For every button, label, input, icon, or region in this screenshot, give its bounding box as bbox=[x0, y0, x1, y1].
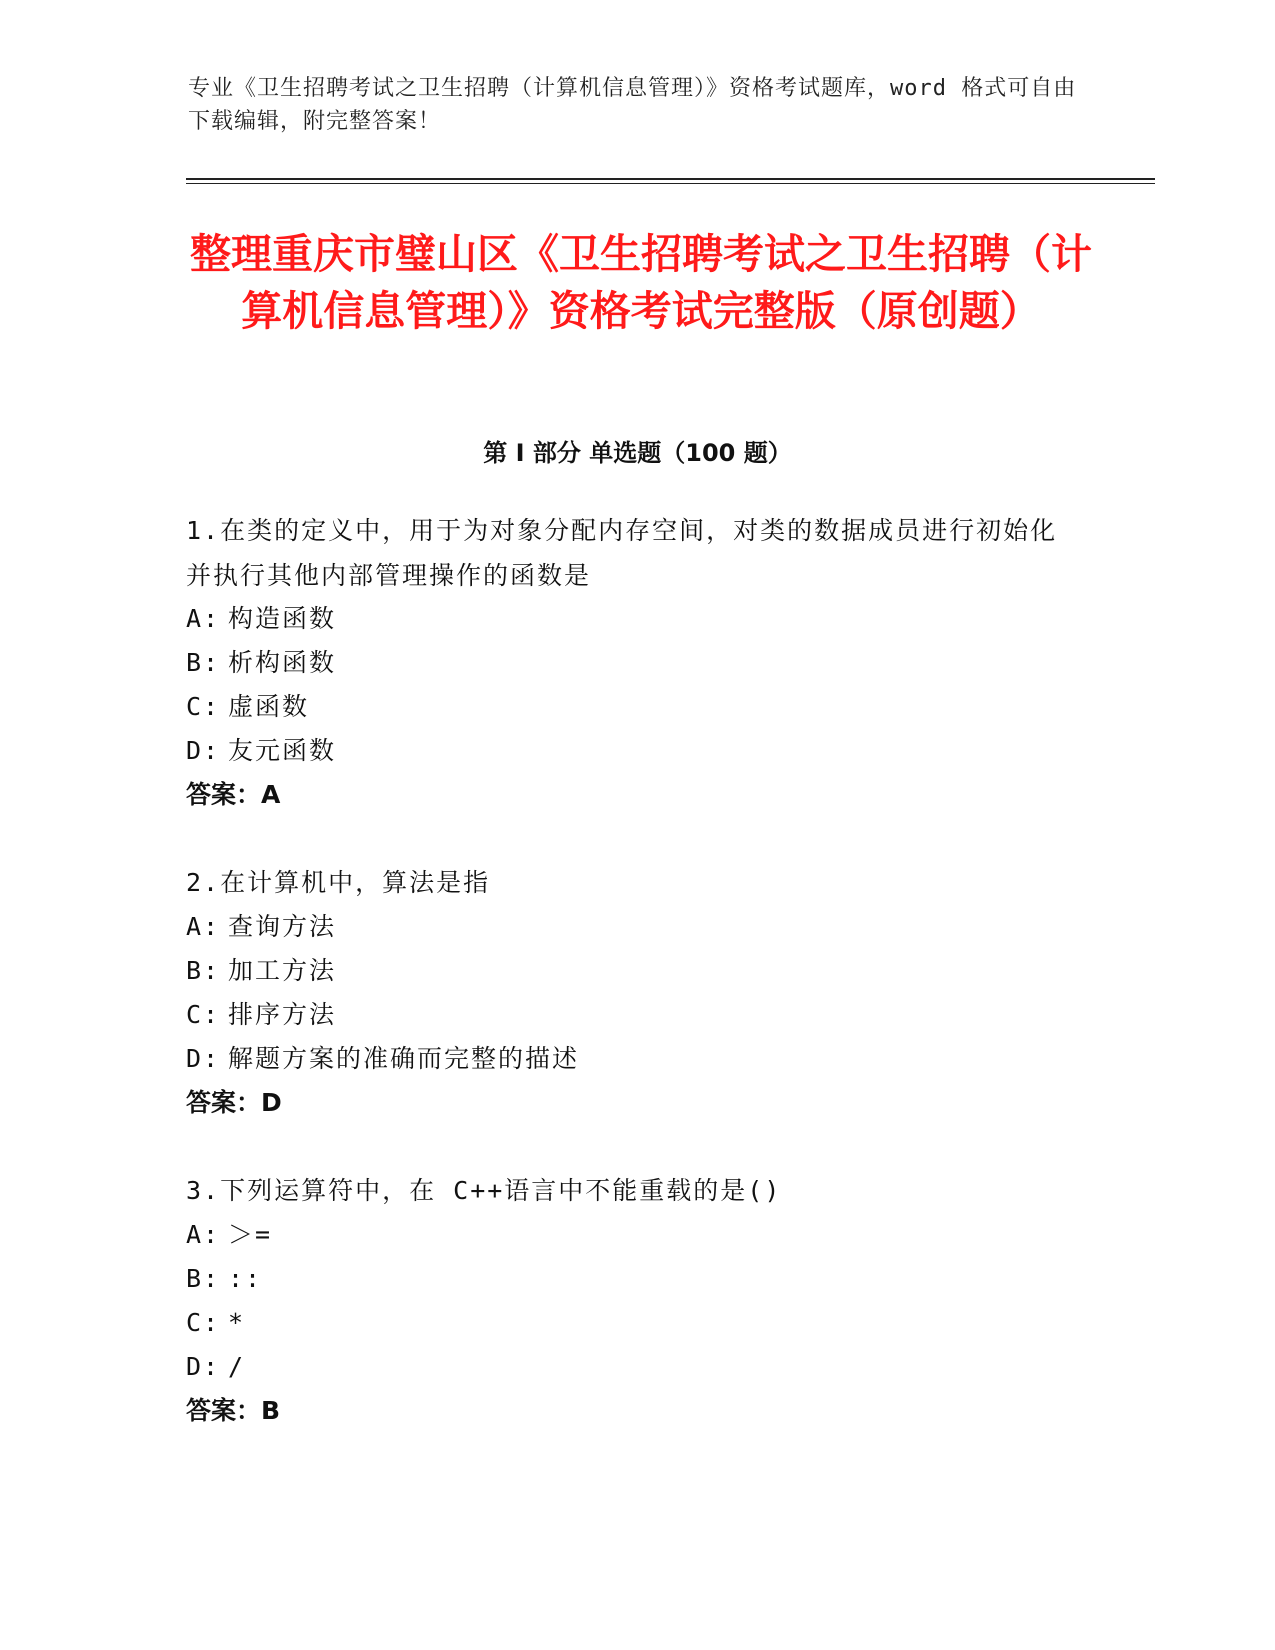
option-text: ＞= bbox=[228, 1220, 273, 1249]
option-text: 排序方法 bbox=[228, 1000, 337, 1029]
option-letter: C: bbox=[186, 1308, 221, 1337]
option-text: 构造函数 bbox=[228, 604, 337, 633]
option-c bbox=[186, 992, 1066, 1037]
option-letter: A: bbox=[186, 604, 221, 633]
option-letter: D: bbox=[186, 736, 221, 765]
document-title: 整理重庆市璧山区《卫生招聘考试之卫生招聘（计算机信息管理）》资格考试完整版（原创题） bbox=[190, 230, 1092, 335]
option-d bbox=[186, 728, 1066, 773]
option-letter: B: bbox=[186, 1264, 221, 1293]
option-letter: A: bbox=[186, 912, 221, 941]
section-heading: 第 I 部分 单选题（100 题） bbox=[483, 439, 792, 467]
option-a bbox=[186, 596, 1066, 641]
header-note: 专业《卫生招聘考试之卫生招聘（计算机信息管理）》资格考试题库，word 格式可自由下载编辑，附完整答案！ bbox=[188, 76, 1077, 134]
option-text: 查询方法 bbox=[228, 912, 337, 941]
option-text: 虚函数 bbox=[228, 692, 310, 721]
option-letter: A: bbox=[186, 1220, 221, 1249]
option-text: / bbox=[228, 1352, 246, 1381]
answer-line: 答案：D bbox=[186, 1088, 282, 1117]
option-c bbox=[186, 684, 1066, 729]
option-c bbox=[186, 1300, 1066, 1345]
option-d bbox=[186, 1036, 1066, 1081]
option-a bbox=[186, 1212, 1066, 1257]
option-letter: D: bbox=[186, 1044, 221, 1073]
header-divider-thick bbox=[186, 178, 1155, 180]
option-text: 解题方案的准确而完整的描述 bbox=[228, 1044, 580, 1073]
option-b bbox=[186, 1256, 1066, 1301]
header-divider-thin bbox=[186, 183, 1155, 184]
question-text: 2.在计算机中，算法是指 bbox=[186, 868, 491, 897]
option-d bbox=[186, 1344, 1066, 1389]
option-b bbox=[186, 640, 1066, 685]
option-letter: B: bbox=[186, 648, 221, 677]
option-text: * bbox=[228, 1308, 246, 1337]
option-text: 友元函数 bbox=[228, 736, 337, 765]
option-letter: C: bbox=[186, 1000, 221, 1029]
answer-line: 答案：B bbox=[186, 1396, 281, 1425]
option-b bbox=[186, 948, 1066, 993]
question-text: 1.在类的定义中，用于为对象分配内存空间，对类的数据成员进行初始化并执行其他内部管理操作的函数是 bbox=[186, 516, 1058, 590]
option-text: 加工方法 bbox=[228, 956, 337, 985]
option-letter: C: bbox=[186, 692, 221, 721]
question-text: 3.下列运算符中，在 C++语言中不能重载的是() bbox=[186, 1176, 782, 1205]
option-text: 析构函数 bbox=[228, 648, 337, 677]
answer-line: 答案：A bbox=[186, 780, 281, 809]
option-letter: D: bbox=[186, 1352, 221, 1381]
option-text: :: bbox=[228, 1264, 263, 1293]
option-a bbox=[186, 904, 1066, 949]
option-letter: B: bbox=[186, 956, 221, 985]
